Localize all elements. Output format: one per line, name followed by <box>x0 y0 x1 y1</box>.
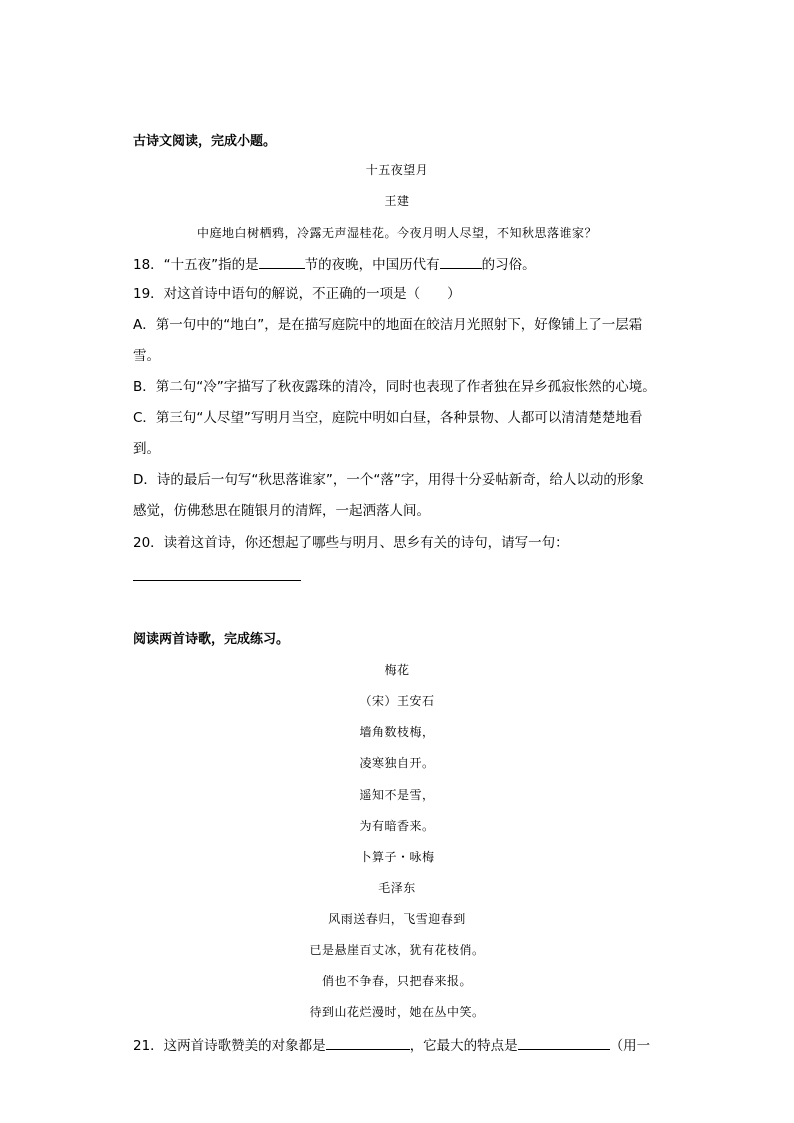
question-20: 20．读着这首诗，你还想起了哪些与明月、思乡有关的诗句，请写一句： <box>133 535 569 551</box>
poem2-line: 俏也不争春，只把春来报。 <box>321 974 472 988</box>
option-c-line-2: 到。 <box>133 441 160 457</box>
section2-heading: 阅读两首诗歌，完成练习。 <box>133 632 290 647</box>
section1-heading: 古诗文阅读，完成小题。 <box>133 134 277 149</box>
q18-part-a: 18．“十五夜”指的是 <box>133 257 259 273</box>
question-18 <box>133 254 536 275</box>
option-d-line-2: 感觉，仿佛愁思在随银月的清辉，一起洒落人间。 <box>133 503 430 519</box>
poem1-title: 梅花 <box>384 663 410 677</box>
poem2-line: 待到山花烂漫时，她在丛中笑。 <box>309 1005 485 1019</box>
poem-text: 中庭地白树栖鸦，冷露无声湿桂花。今夜月明人尽望，不知秋思落谁家？ <box>196 226 597 240</box>
q21-part-c: （用一 <box>609 1038 651 1054</box>
q21-part-b: ，它最大的特点是 <box>409 1038 518 1054</box>
option-d-line-1: D．诗的最后一句写“秋思落谁家”，一个“落”字，用得十分妥帖新奇，给人以动的形象 <box>133 472 644 488</box>
q21-blank-1[interactable] <box>326 1035 410 1050</box>
q18-part-c: 的习俗。 <box>481 257 536 273</box>
poem2-line: 风雨送春归，飞雪迎春到 <box>328 912 466 926</box>
poem2-author: 毛泽东 <box>378 881 416 895</box>
poem2-line: 已是悬崖百丈冰，犹有花枝俏。 <box>309 943 485 957</box>
q21-blank-2[interactable] <box>518 1035 610 1050</box>
q21-part-a: 21．这两首诗歌赞美的对象都是 <box>133 1038 326 1054</box>
poem-author: 王建 <box>384 194 410 208</box>
q18-blank-1[interactable] <box>259 254 305 269</box>
option-a-line-2: 雪。 <box>133 348 160 364</box>
question-19: 19．对这首诗中语句的解说，不正确的一项是（ ） <box>133 286 461 302</box>
q20-answer-line[interactable] <box>133 580 301 581</box>
poem1-line: 凌寒独自开。 <box>359 756 435 770</box>
q18-part-b: 节的夜晚，中国历代有 <box>304 257 440 273</box>
poem2-title: 卜算子・咏梅 <box>359 850 435 864</box>
option-c-line-1: C．第三句“人尽望”写明月当空，庭院中明如白昼，各种景物、人都可以清清楚楚地看 <box>133 410 643 426</box>
q18-blank-2[interactable] <box>440 254 482 269</box>
question-21 <box>133 1035 650 1056</box>
poem-title: 十五夜望月 <box>365 163 429 177</box>
option-a-line-1: A．第一句中的“地白”，是在描写庭院中的地面在皎洁月光照射下，好像铺上了一层霜 <box>133 317 643 333</box>
option-b: B．第二句“冷”字描写了秋夜露珠的清冷，同时也表现了作者独在异乡孤寂怅然的心境。 <box>133 379 656 395</box>
poem1-author: （宋）王安石 <box>359 694 435 708</box>
poem1-line: 墙角数枝梅， <box>359 725 435 739</box>
poem1-line: 为有暗香来。 <box>359 819 435 833</box>
poem1-line: 遥知不是雪， <box>359 788 435 802</box>
